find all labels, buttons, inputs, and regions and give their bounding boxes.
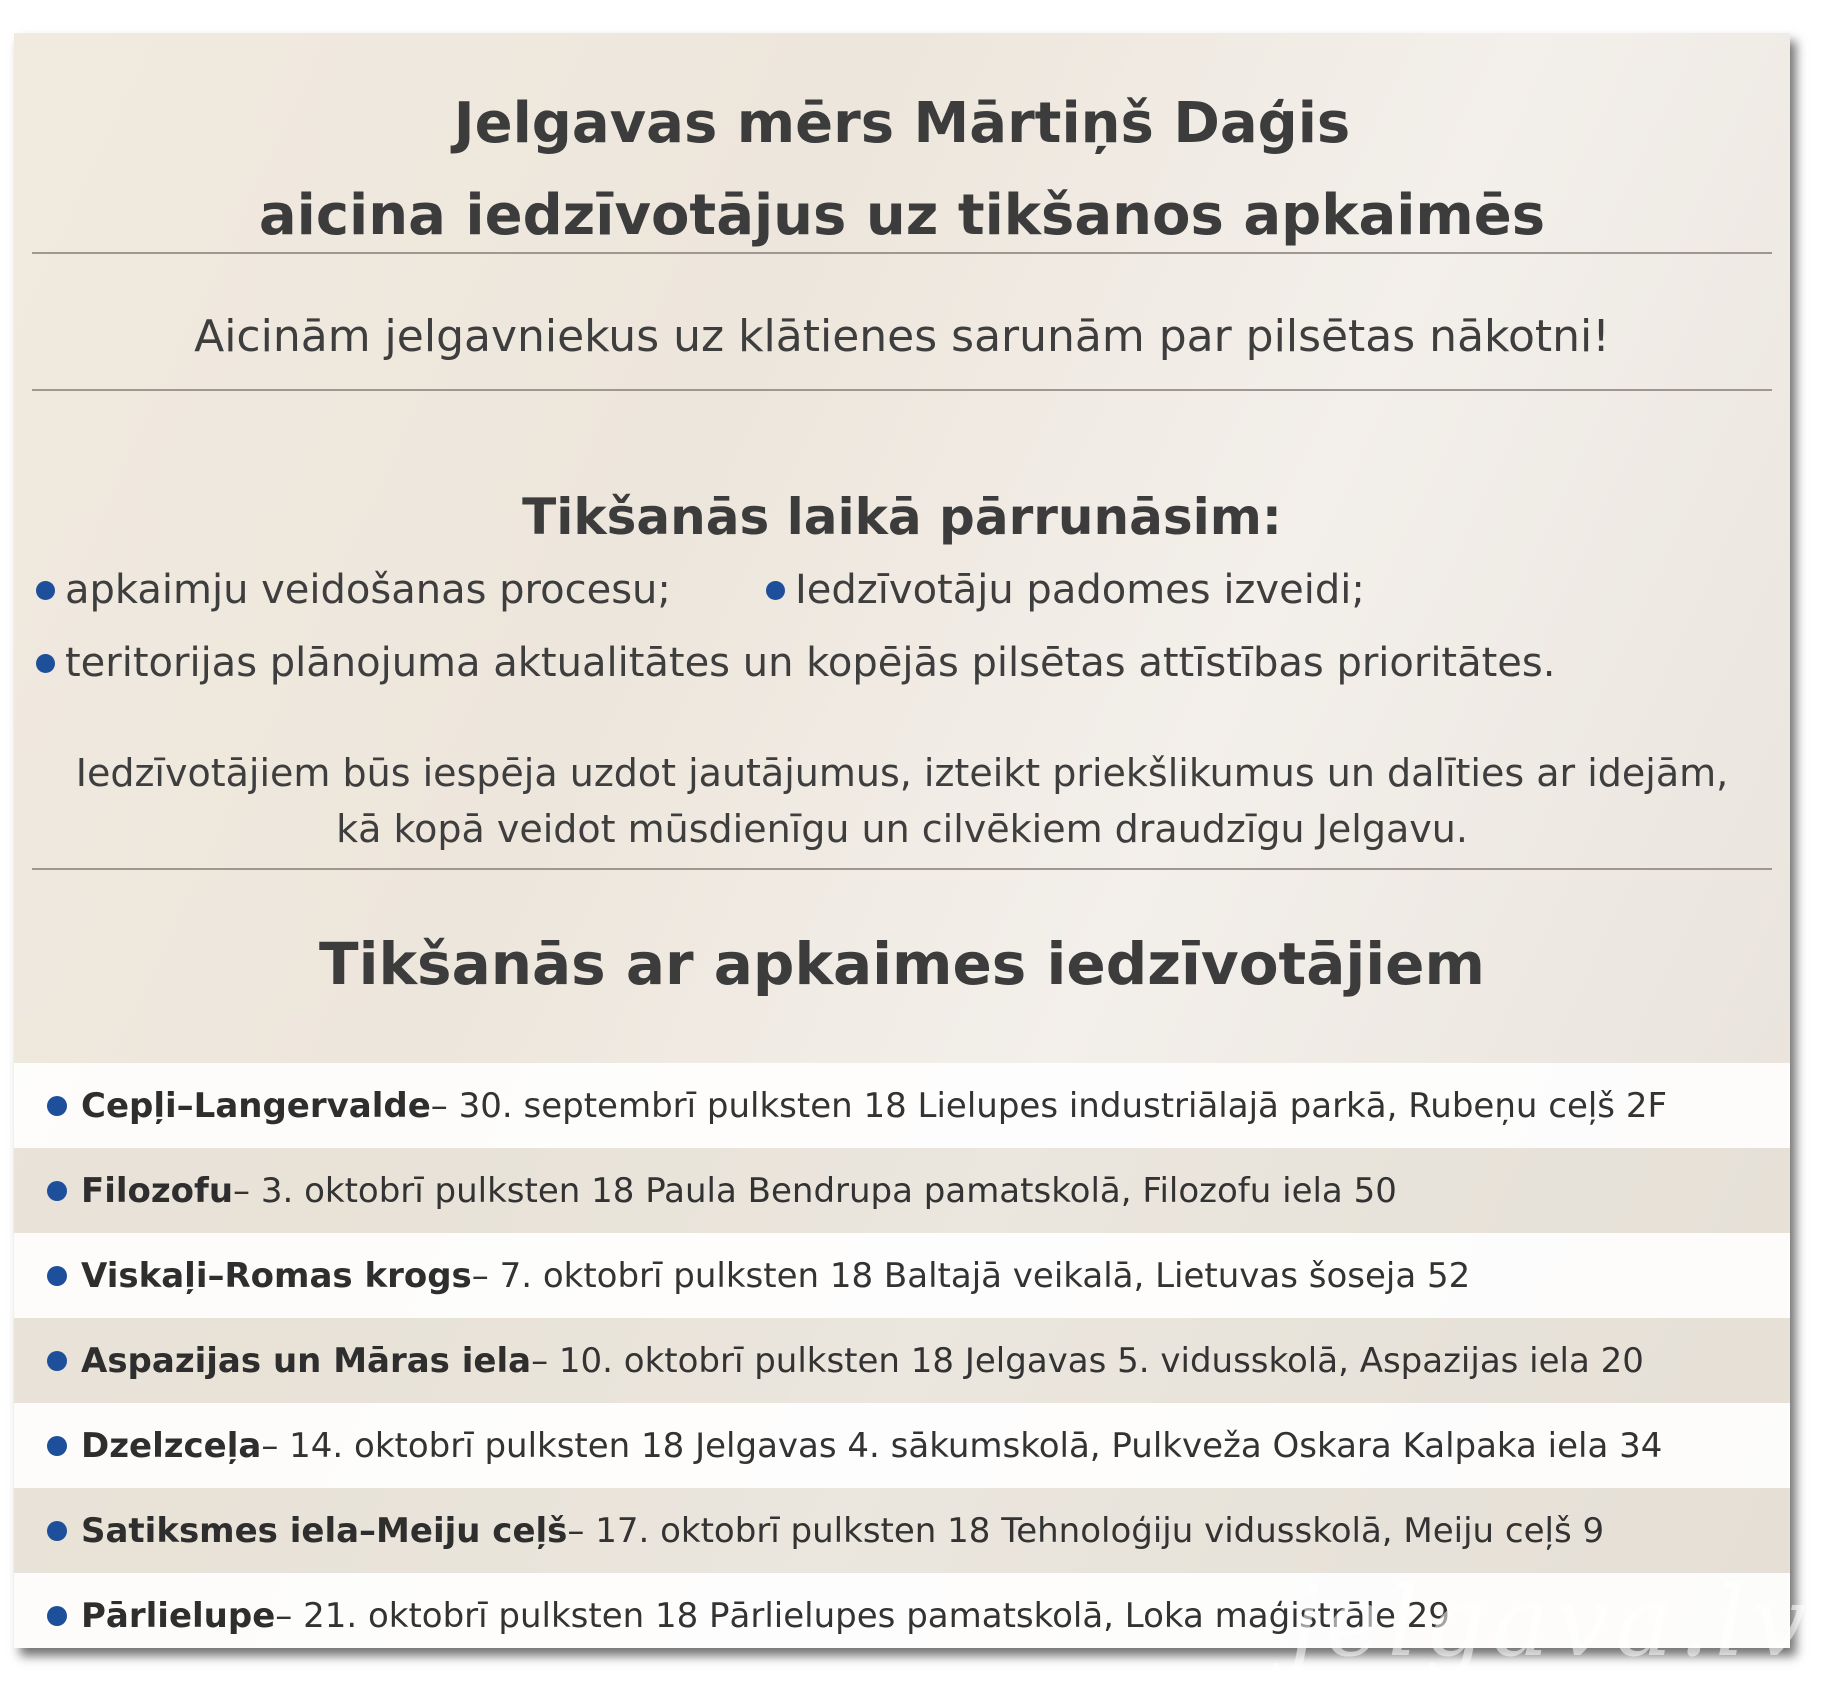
meeting-neighborhood: Aspazijas un Māras iela xyxy=(81,1340,532,1381)
meetings-heading: Tikšanās ar apkaimes iedzīvotājiem xyxy=(319,930,1485,998)
note-line-1: Iedzīvotājiem būs iespēja uzdot jautājumus, izteikt priekšlikumus un dalīties ar idejām, xyxy=(75,751,1729,795)
meeting-neighborhood: Filozofu xyxy=(81,1170,234,1211)
bullet-icon xyxy=(36,581,55,600)
bullet-icon xyxy=(47,1181,67,1201)
bullet-icon xyxy=(47,1351,67,1371)
meeting-row xyxy=(14,1063,1790,1148)
meeting-row xyxy=(14,1573,1790,1648)
bullet-icon xyxy=(47,1266,67,1286)
meeting-row xyxy=(14,1148,1790,1233)
topic-item xyxy=(766,567,1365,613)
meeting-row xyxy=(14,1403,1790,1488)
meeting-details: – 10. oktobrī pulksten 18 Jelgavas 5. vidusskolā, Aspazijas iela 20 xyxy=(531,1340,1644,1381)
meeting-details: – 30. septembrī pulksten 18 Lielupes industriālajā parkā, Rubeņu ceļš 2F xyxy=(430,1085,1668,1126)
divider xyxy=(32,389,1772,391)
meeting-row xyxy=(14,1233,1790,1318)
topic-text: teritorijas plānojuma aktualitātes un kopējās pilsētas attīstības prioritātes. xyxy=(65,640,1556,686)
meeting-neighborhood: Cepļi–Langervalde xyxy=(81,1085,431,1126)
meeting-neighborhood: Satiksmes iela–Meiju ceļš xyxy=(81,1510,568,1551)
subtitle: Aicinām jelgavniekus uz klātienes sarunām par pilsētas nākotni! xyxy=(194,311,1610,362)
meeting-row xyxy=(14,1488,1790,1573)
meeting-details: – 14. oktobrī pulksten 18 Jelgavas 4. sākumskolā, Pulkveža Oskara Kalpaka iela 34 xyxy=(261,1425,1663,1466)
bullet-icon xyxy=(47,1436,67,1456)
bullet-icon xyxy=(47,1521,67,1541)
meeting-details: – 3. oktobrī pulksten 18 Paula Bendrupa pamatskolā, Filozofu iela 50 xyxy=(233,1170,1397,1211)
title-line-1: Jelgavas mērs Mārtiņš Daģis xyxy=(453,91,1351,156)
topics-heading: Tikšanās laikā pārrunāsim: xyxy=(522,488,1282,546)
meetings-list xyxy=(14,1063,1790,1648)
note-line-2: kā kopā veidot mūsdienīgu un cilvēkiem draudzīgu Jelgavu. xyxy=(336,807,1468,851)
meeting-neighborhood: Pārlielupe xyxy=(81,1595,276,1636)
meeting-details: – 21. oktobrī pulksten 18 Pārlielupes pamatskolā, Loka maģistrāle 29 xyxy=(275,1595,1450,1636)
meeting-row xyxy=(14,1318,1790,1403)
bullet-icon xyxy=(766,581,785,600)
meeting-details: – 7. oktobrī pulksten 18 Baltajā veikalā, Lietuvas šoseja 52 xyxy=(471,1255,1471,1296)
bullet-icon xyxy=(47,1096,67,1116)
watermark: jelgava.lv xyxy=(1289,1566,1812,1678)
topic-text: Iedzīvotāju padomes izveidi; xyxy=(795,567,1365,613)
topic-item xyxy=(36,567,671,613)
bullet-icon xyxy=(36,654,55,673)
divider xyxy=(32,868,1772,870)
topic-text: apkaimju veidošanas procesu; xyxy=(65,567,671,613)
meeting-neighborhood: Viskaļi–Romas krogs xyxy=(81,1255,472,1296)
meeting-neighborhood: Dzelzceļa xyxy=(81,1425,262,1466)
divider xyxy=(32,252,1772,254)
announcement-card xyxy=(14,33,1790,1648)
bullet-icon xyxy=(47,1606,67,1626)
topic-item xyxy=(36,640,1555,686)
meeting-details: – 17. oktobrī pulksten 18 Tehnoloģiju vidusskolā, Meiju ceļš 9 xyxy=(567,1510,1605,1551)
title-line-2: aicina iedzīvotājus uz tikšanos apkaimēs xyxy=(258,183,1546,248)
